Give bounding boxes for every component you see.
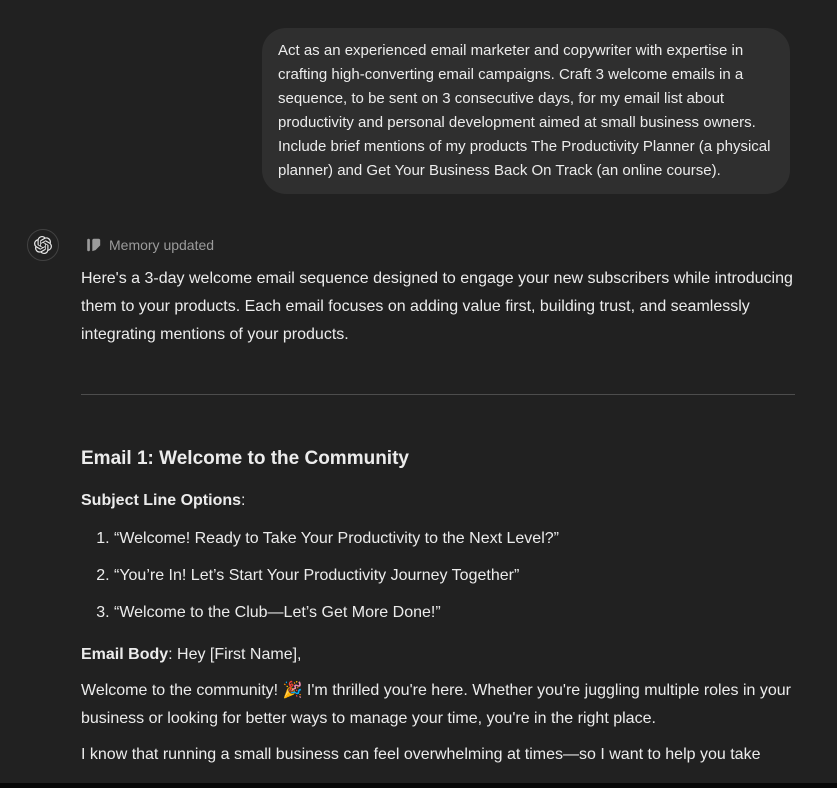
subject-line-options-label — [81, 487, 795, 515]
memory-updated-label: Memory updated — [109, 237, 215, 253]
email-body-paragraph: I know that running a small business can feel overwhelming at times—so I want to help you take — [81, 746, 761, 763]
subject-options-bold-label: Subject Line Options — [81, 492, 242, 509]
email-body-label-line — [81, 641, 795, 669]
subject-options-list — [81, 525, 795, 627]
subject-options-colon: : — [241, 492, 246, 509]
memory-updated-chip[interactable] — [81, 229, 214, 261]
user-message-bubble — [262, 28, 790, 194]
subject-option-item: 2. “You’re In! Let’s Start Your Productivity Journey Together” — [114, 562, 795, 590]
section-divider — [81, 394, 795, 395]
assistant-avatar — [27, 229, 59, 261]
email-body-paragraph: Welcome to the community! 🎉 I'm thrilled you're here. Whether you're juggling multiple roles in your business or looking for better ways to manage your time, you're in the right place. — [81, 682, 791, 727]
assistant-message-content — [81, 229, 795, 769]
assistant-message-row — [0, 229, 837, 769]
subject-option-item: 3. “Welcome to the Club—Let’s Get More Done!” — [114, 599, 795, 627]
openai-logo-icon — [34, 236, 52, 254]
email-body-bold-label: Email Body — [81, 646, 169, 663]
assistant-intro-paragraph: Here's a 3-day welcome email sequence designed to engage your new subscribers while introducing them to your products. Each email focuses on adding value first, building trust, and seamlessly integrating mentions of your products. — [81, 270, 793, 343]
user-message-text: Act as an experienced email marketer and copywriter with expertise in crafting high-converting email campaigns. Craft 3 welcome emails in a sequence, to be sent on 3 consecutive days, for my email list about productivity and personal development aimed at small business owners. Include brief mentions of my products The Productivity Planner (a physical planner) and Get Your Business Back On Track (an online course). — [278, 42, 771, 179]
subject-option-item: 1. “Welcome! Ready to Take Your Productivity to the Next Level?” — [114, 525, 795, 553]
email1-heading: Email 1: Welcome to the Community — [81, 448, 409, 469]
bottom-edge-bar — [0, 783, 837, 788]
email-body-greeting: : Hey [First Name], — [168, 646, 302, 663]
memory-icon — [86, 237, 102, 253]
user-message-row — [0, 0, 837, 194]
